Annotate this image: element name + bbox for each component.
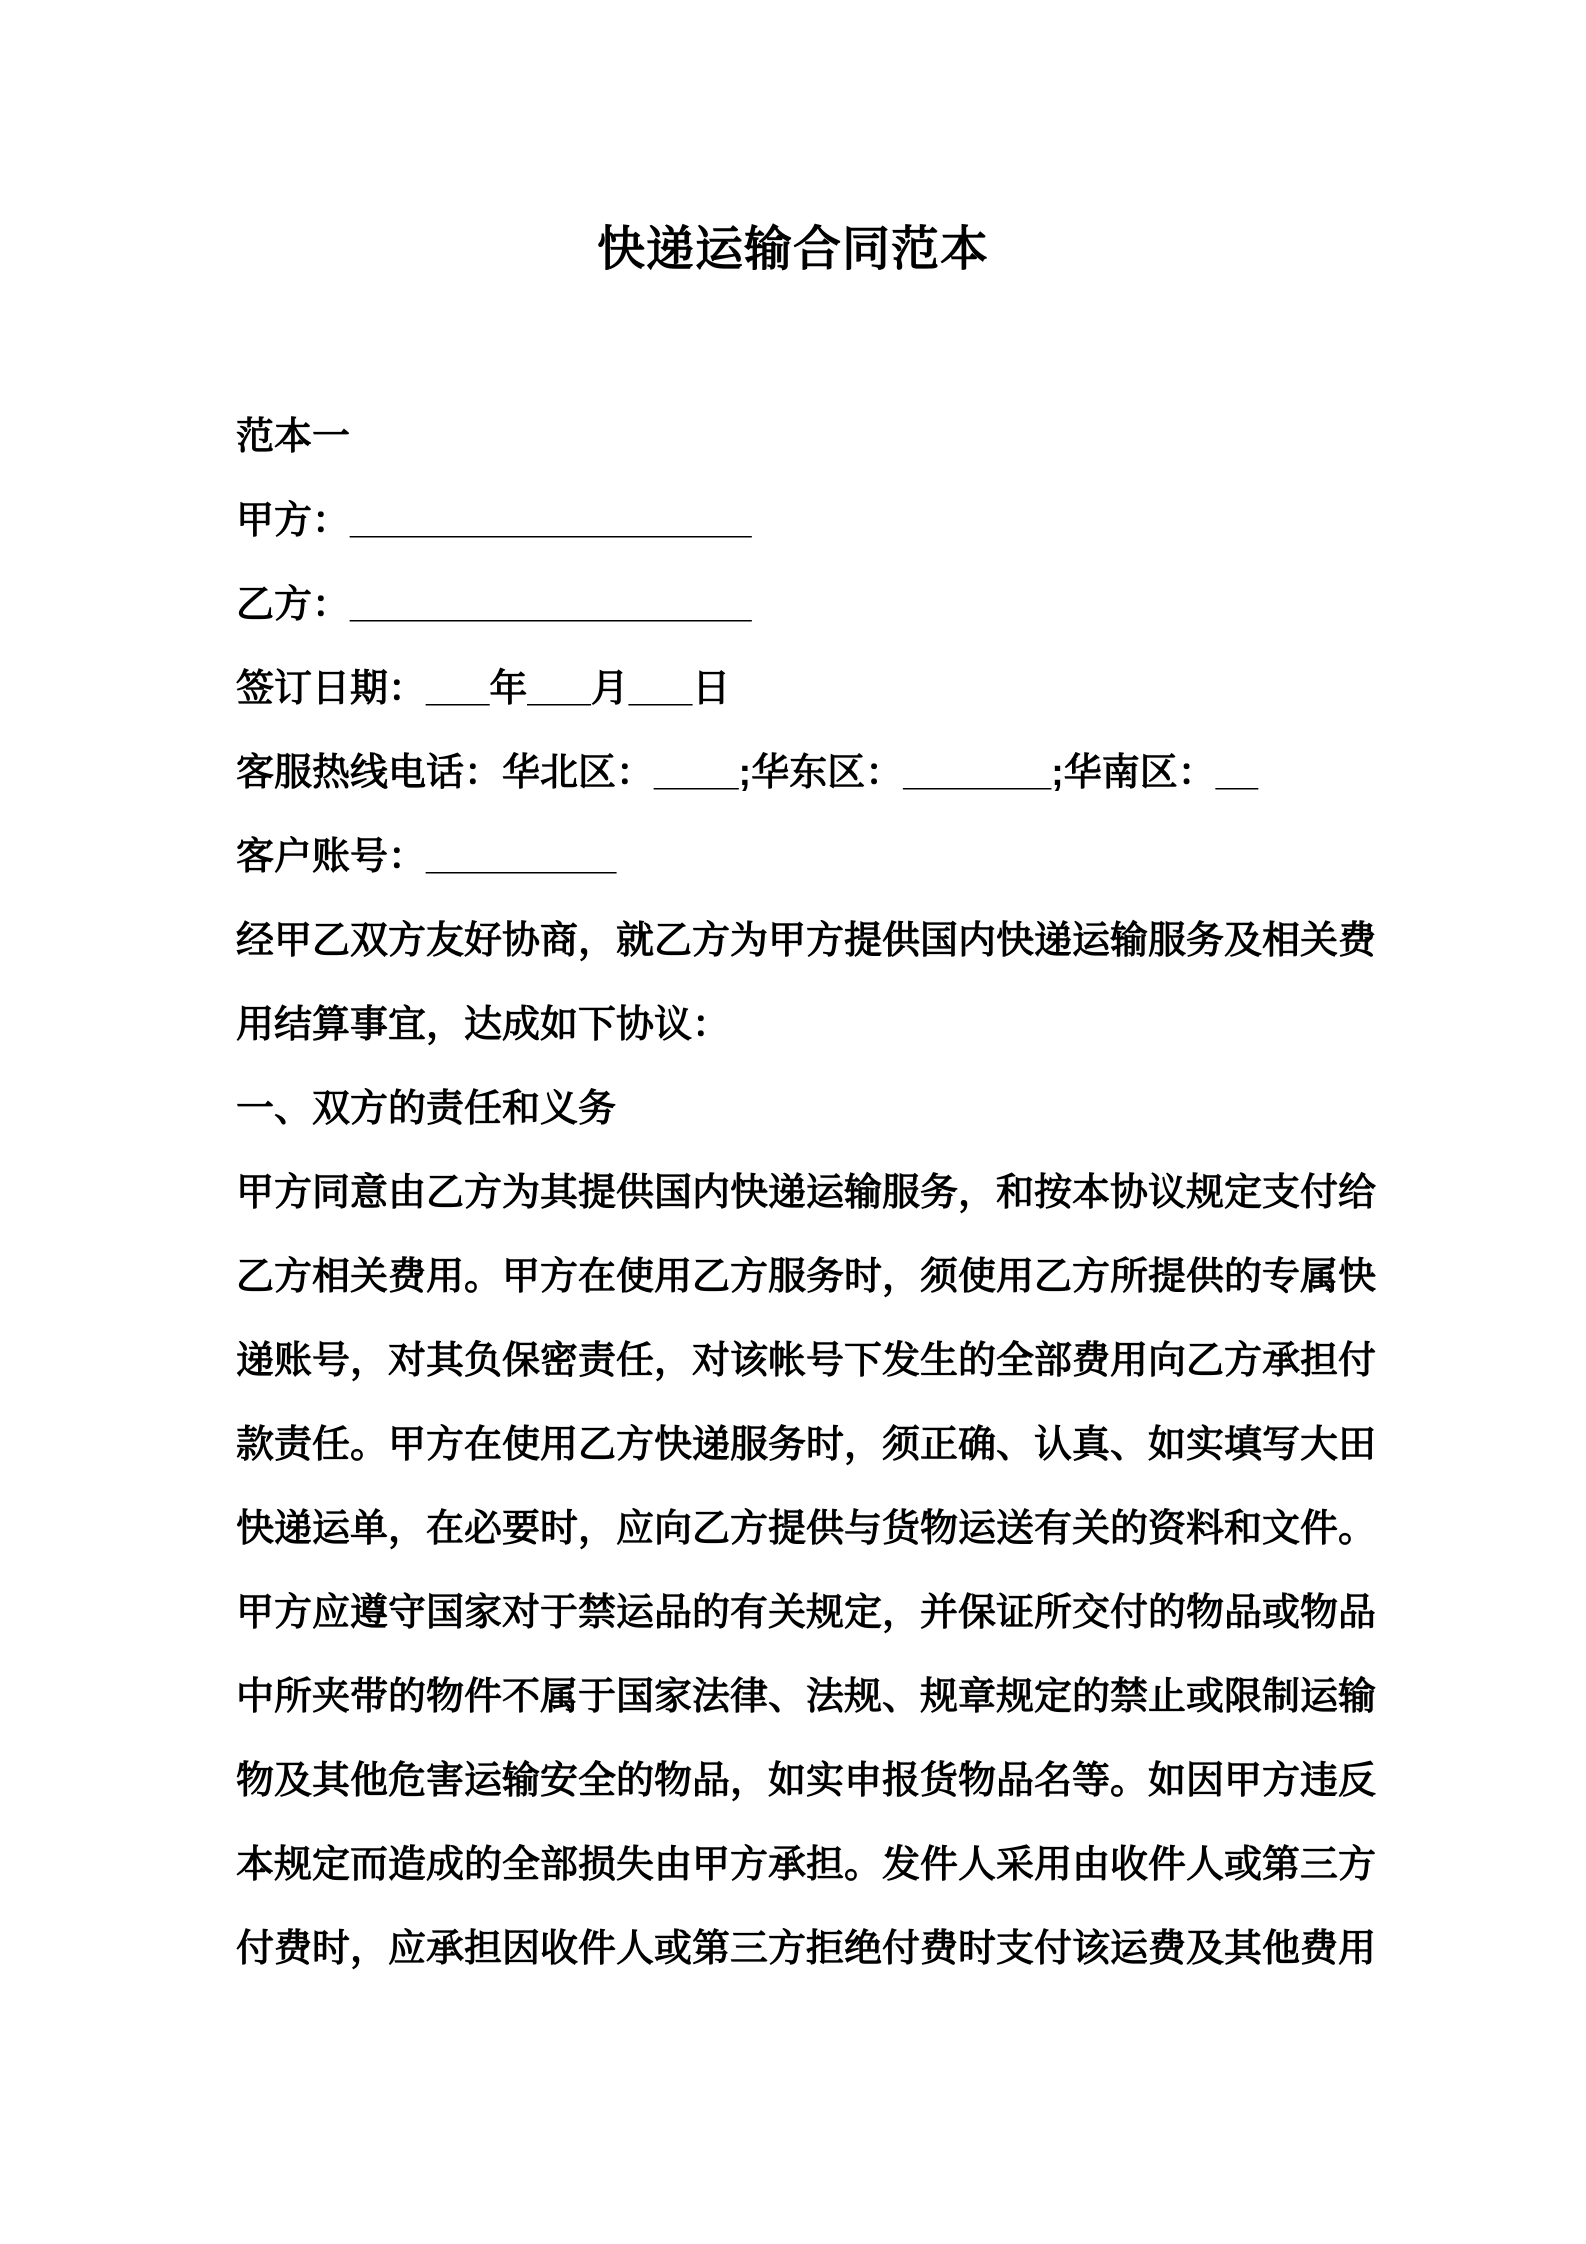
document-body bbox=[236, 395, 1377, 1991]
line-clause-3: 递账号，对其负保密责任，对该帐号下发生的全部费用向乙方承担付 bbox=[236, 1340, 1377, 1382]
line-clause-10: 付费时，应承担因收件人或第三方拒绝付费时支付该运费及其他费用 bbox=[236, 1928, 1377, 1970]
line-clause-1: 甲方同意由乙方为其提供国内快递运输服务，和按本协议规定支付给 bbox=[236, 1172, 1377, 1214]
line-section-1-heading: 一、双方的责任和义务 bbox=[236, 1088, 617, 1130]
line-clause-2: 乙方相关费用。甲方在使用乙方服务时，须使用乙方所提供的专属快 bbox=[236, 1256, 1377, 1298]
line-clause-9: 本规定而造成的全部损失由甲方承担。发件人采用由收件人或第三方 bbox=[236, 1844, 1377, 1886]
line-service-hotline: 客服热线电话：华北区：____;华东区：_______;华南区：__ bbox=[236, 752, 1259, 794]
document-title: 快递运输合同范本 bbox=[596, 223, 989, 276]
line-party-a: 甲方：___________________ bbox=[236, 500, 752, 542]
line-clause-8: 物及其他危害运输安全的物品，如实申报货物品名等。如因甲方违反 bbox=[236, 1760, 1377, 1802]
line-clause-7: 中所夹带的物件不属于国家法律、法规、规章规定的禁止或限制运输 bbox=[236, 1676, 1377, 1718]
line-clause-4: 款责任。甲方在使用乙方快递服务时，须正确、认真、如实填写大田 bbox=[236, 1424, 1377, 1466]
line-party-b: 乙方：___________________ bbox=[236, 584, 752, 626]
line-preamble-1: 经甲乙双方友好协商，就乙方为甲方提供国内快递运输服务及相关费 bbox=[236, 920, 1377, 962]
line-preamble-2: 用结算事宜，达成如下协议： bbox=[236, 1004, 731, 1046]
line-signing-date: 签订日期：___年___月___日 bbox=[236, 668, 731, 710]
line-customer-account: 客户账号：_________ bbox=[236, 836, 617, 878]
line-clause-6: 甲方应遵守国家对于禁运品的有关规定，并保证所交付的物品或物品 bbox=[236, 1592, 1377, 1634]
line-template-label: 范本一 bbox=[236, 416, 351, 458]
line-clause-5: 快递运单，在必要时，应向乙方提供与货物运送有关的资料和文件。 bbox=[236, 1508, 1377, 1550]
